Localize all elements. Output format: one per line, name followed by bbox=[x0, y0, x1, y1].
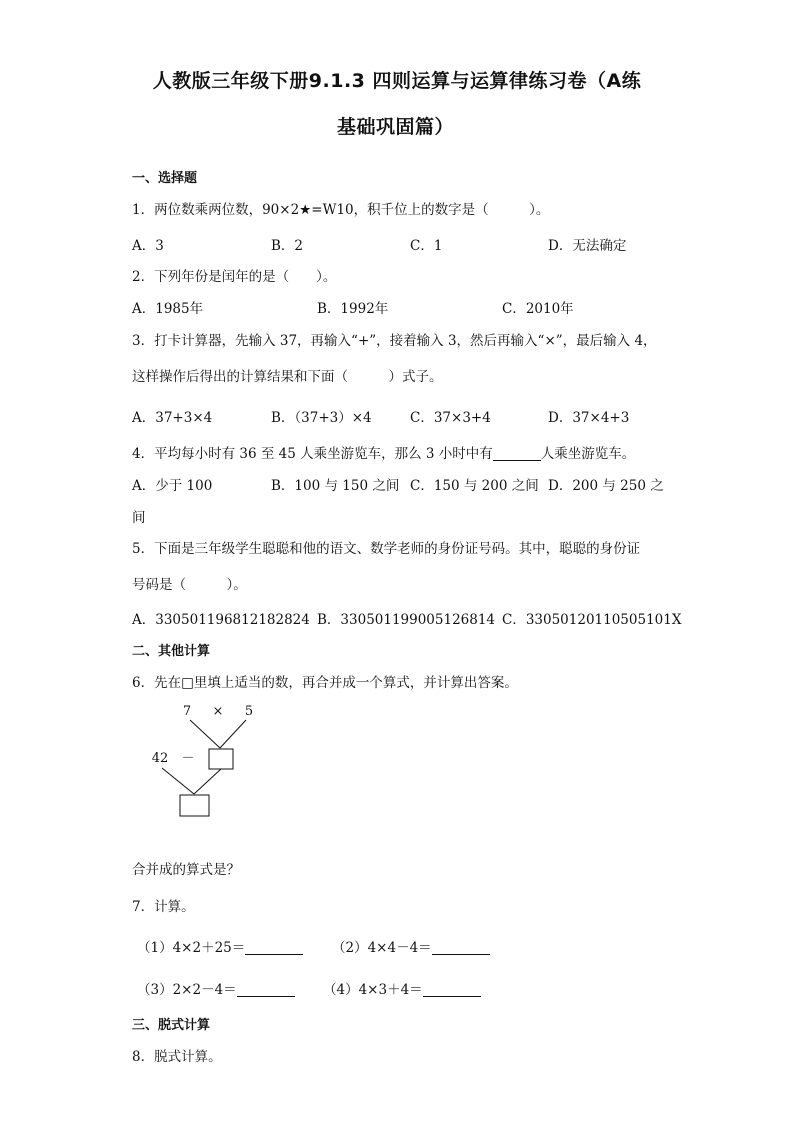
tree-operator-minus: － bbox=[181, 751, 195, 766]
question-2-option-c: C．2010年 bbox=[502, 301, 574, 317]
answer-box-lower[interactable] bbox=[180, 795, 209, 816]
question-1-option-b: B．2 bbox=[271, 238, 304, 254]
question-1 bbox=[132, 198, 549, 218]
question-1-option-a: A．3 bbox=[132, 238, 164, 254]
question-3-line1: 3．打卡计算器，先输入 37，再输入“+”，接着输入 3，然后再输入“×”，最后输入 4， bbox=[132, 333, 657, 349]
answer-blank[interactable] bbox=[493, 446, 541, 461]
calc-item-2-text: （2）4×4－4＝ bbox=[332, 940, 432, 956]
question-2-option-b: B．1992年 bbox=[317, 301, 389, 317]
section-heading-choice: 一、选择题 bbox=[132, 171, 198, 186]
document-title-line1: 人教版三年级下册9.1.3 四则运算与运算律练习卷（A练 bbox=[152, 70, 642, 92]
calc-item-4 bbox=[323, 978, 481, 998]
answer-blank[interactable] bbox=[423, 982, 481, 997]
answer-blank[interactable] bbox=[432, 940, 490, 955]
question-6-answer-prompt: 合并成的算式是？ bbox=[132, 862, 240, 878]
document-title-line2: 基础巩固篇） bbox=[337, 116, 455, 138]
question-5-line1: 5．下面是三年级学生聪聪和他的语文、数学老师的身份证号码。其中，聪聪的身份证 bbox=[132, 541, 641, 557]
question-4-option-d: D．200 与 250 之 bbox=[548, 478, 664, 494]
question-8: 8．脱式计算。 bbox=[132, 1049, 222, 1065]
question-4-option-a: A．少于 100 bbox=[132, 478, 213, 494]
question-1-option-d: D．无法确定 bbox=[548, 238, 627, 254]
question-4-option-d-wrap: 间 bbox=[132, 510, 146, 526]
tree-number-42: 42 bbox=[151, 751, 169, 766]
question-1-text-pre: 1．两位数乘两位数，90×2 bbox=[132, 202, 300, 218]
calc-item-4-text: （4）4×3＋4＝ bbox=[323, 982, 423, 998]
answer-box-upper[interactable] bbox=[209, 749, 233, 769]
calc-item-1 bbox=[137, 936, 303, 956]
question-3-option-c: C．37×3+4 bbox=[410, 410, 491, 426]
tree-branch bbox=[194, 769, 221, 794]
answer-blank[interactable] bbox=[237, 982, 295, 997]
question-1-option-c: C．1 bbox=[410, 238, 443, 254]
tree-branch bbox=[162, 768, 194, 794]
tree-operator-times: × bbox=[212, 704, 224, 719]
calc-item-3 bbox=[137, 978, 295, 998]
question-5-option-a: A．330501196812182824 bbox=[132, 612, 310, 628]
calculation-tree-diagram bbox=[140, 700, 280, 825]
answer-blank[interactable] bbox=[245, 940, 303, 955]
tree-number-7: 7 bbox=[182, 704, 192, 719]
question-7: 7．计算。 bbox=[132, 899, 195, 915]
calc-item-1-text: （1）4×2＋25＝ bbox=[137, 940, 246, 956]
tree-branch bbox=[190, 720, 220, 748]
section-heading-other: 二、其他计算 bbox=[132, 644, 211, 659]
question-6: 6．先在□里填上适当的数，再合并成一个算式，并计算出答案。 bbox=[132, 675, 518, 691]
question-4-text-post: 人乘坐游览车。 bbox=[540, 446, 636, 462]
question-4-text-pre: 4．平均每小时有 36 至 45 人乘坐游览车，那么 3 小时中有 bbox=[132, 446, 493, 462]
question-3-option-a: A．37+3×4 bbox=[132, 410, 213, 426]
question-2: 2．下列年份是闰年的是（ ）。 bbox=[132, 269, 337, 285]
question-5-line2: 号码是（ ）。 bbox=[132, 577, 247, 593]
question-3-line2: 这样操作后得出的计算结果和下面（ ）式子。 bbox=[132, 369, 443, 385]
section-heading-stepwise: 三、脱式计算 bbox=[132, 1018, 211, 1033]
star-icon: ★ bbox=[299, 202, 312, 218]
question-4-option-b: B．100 与 150 之间 bbox=[271, 478, 400, 494]
question-3-option-b: B．（37+3）×4 bbox=[271, 410, 372, 426]
calc-item-2 bbox=[332, 936, 490, 956]
question-1-text-post: =W10，积千位上的数字是（ ）。 bbox=[311, 202, 550, 218]
tree-branch bbox=[220, 720, 246, 748]
question-2-option-a: A．1985年 bbox=[132, 301, 204, 317]
question-4 bbox=[132, 442, 635, 462]
question-4-option-c: C．150 与 200 之间 bbox=[410, 478, 539, 494]
question-5-option-b: B．330501199005126814 bbox=[317, 612, 496, 628]
question-5-option-c: C．33050120110505101X bbox=[502, 612, 682, 628]
calc-item-3-text: （3）2×2－4＝ bbox=[137, 982, 237, 998]
tree-number-5: 5 bbox=[244, 704, 254, 719]
question-3-option-d: D．37×4+3 bbox=[548, 410, 630, 426]
